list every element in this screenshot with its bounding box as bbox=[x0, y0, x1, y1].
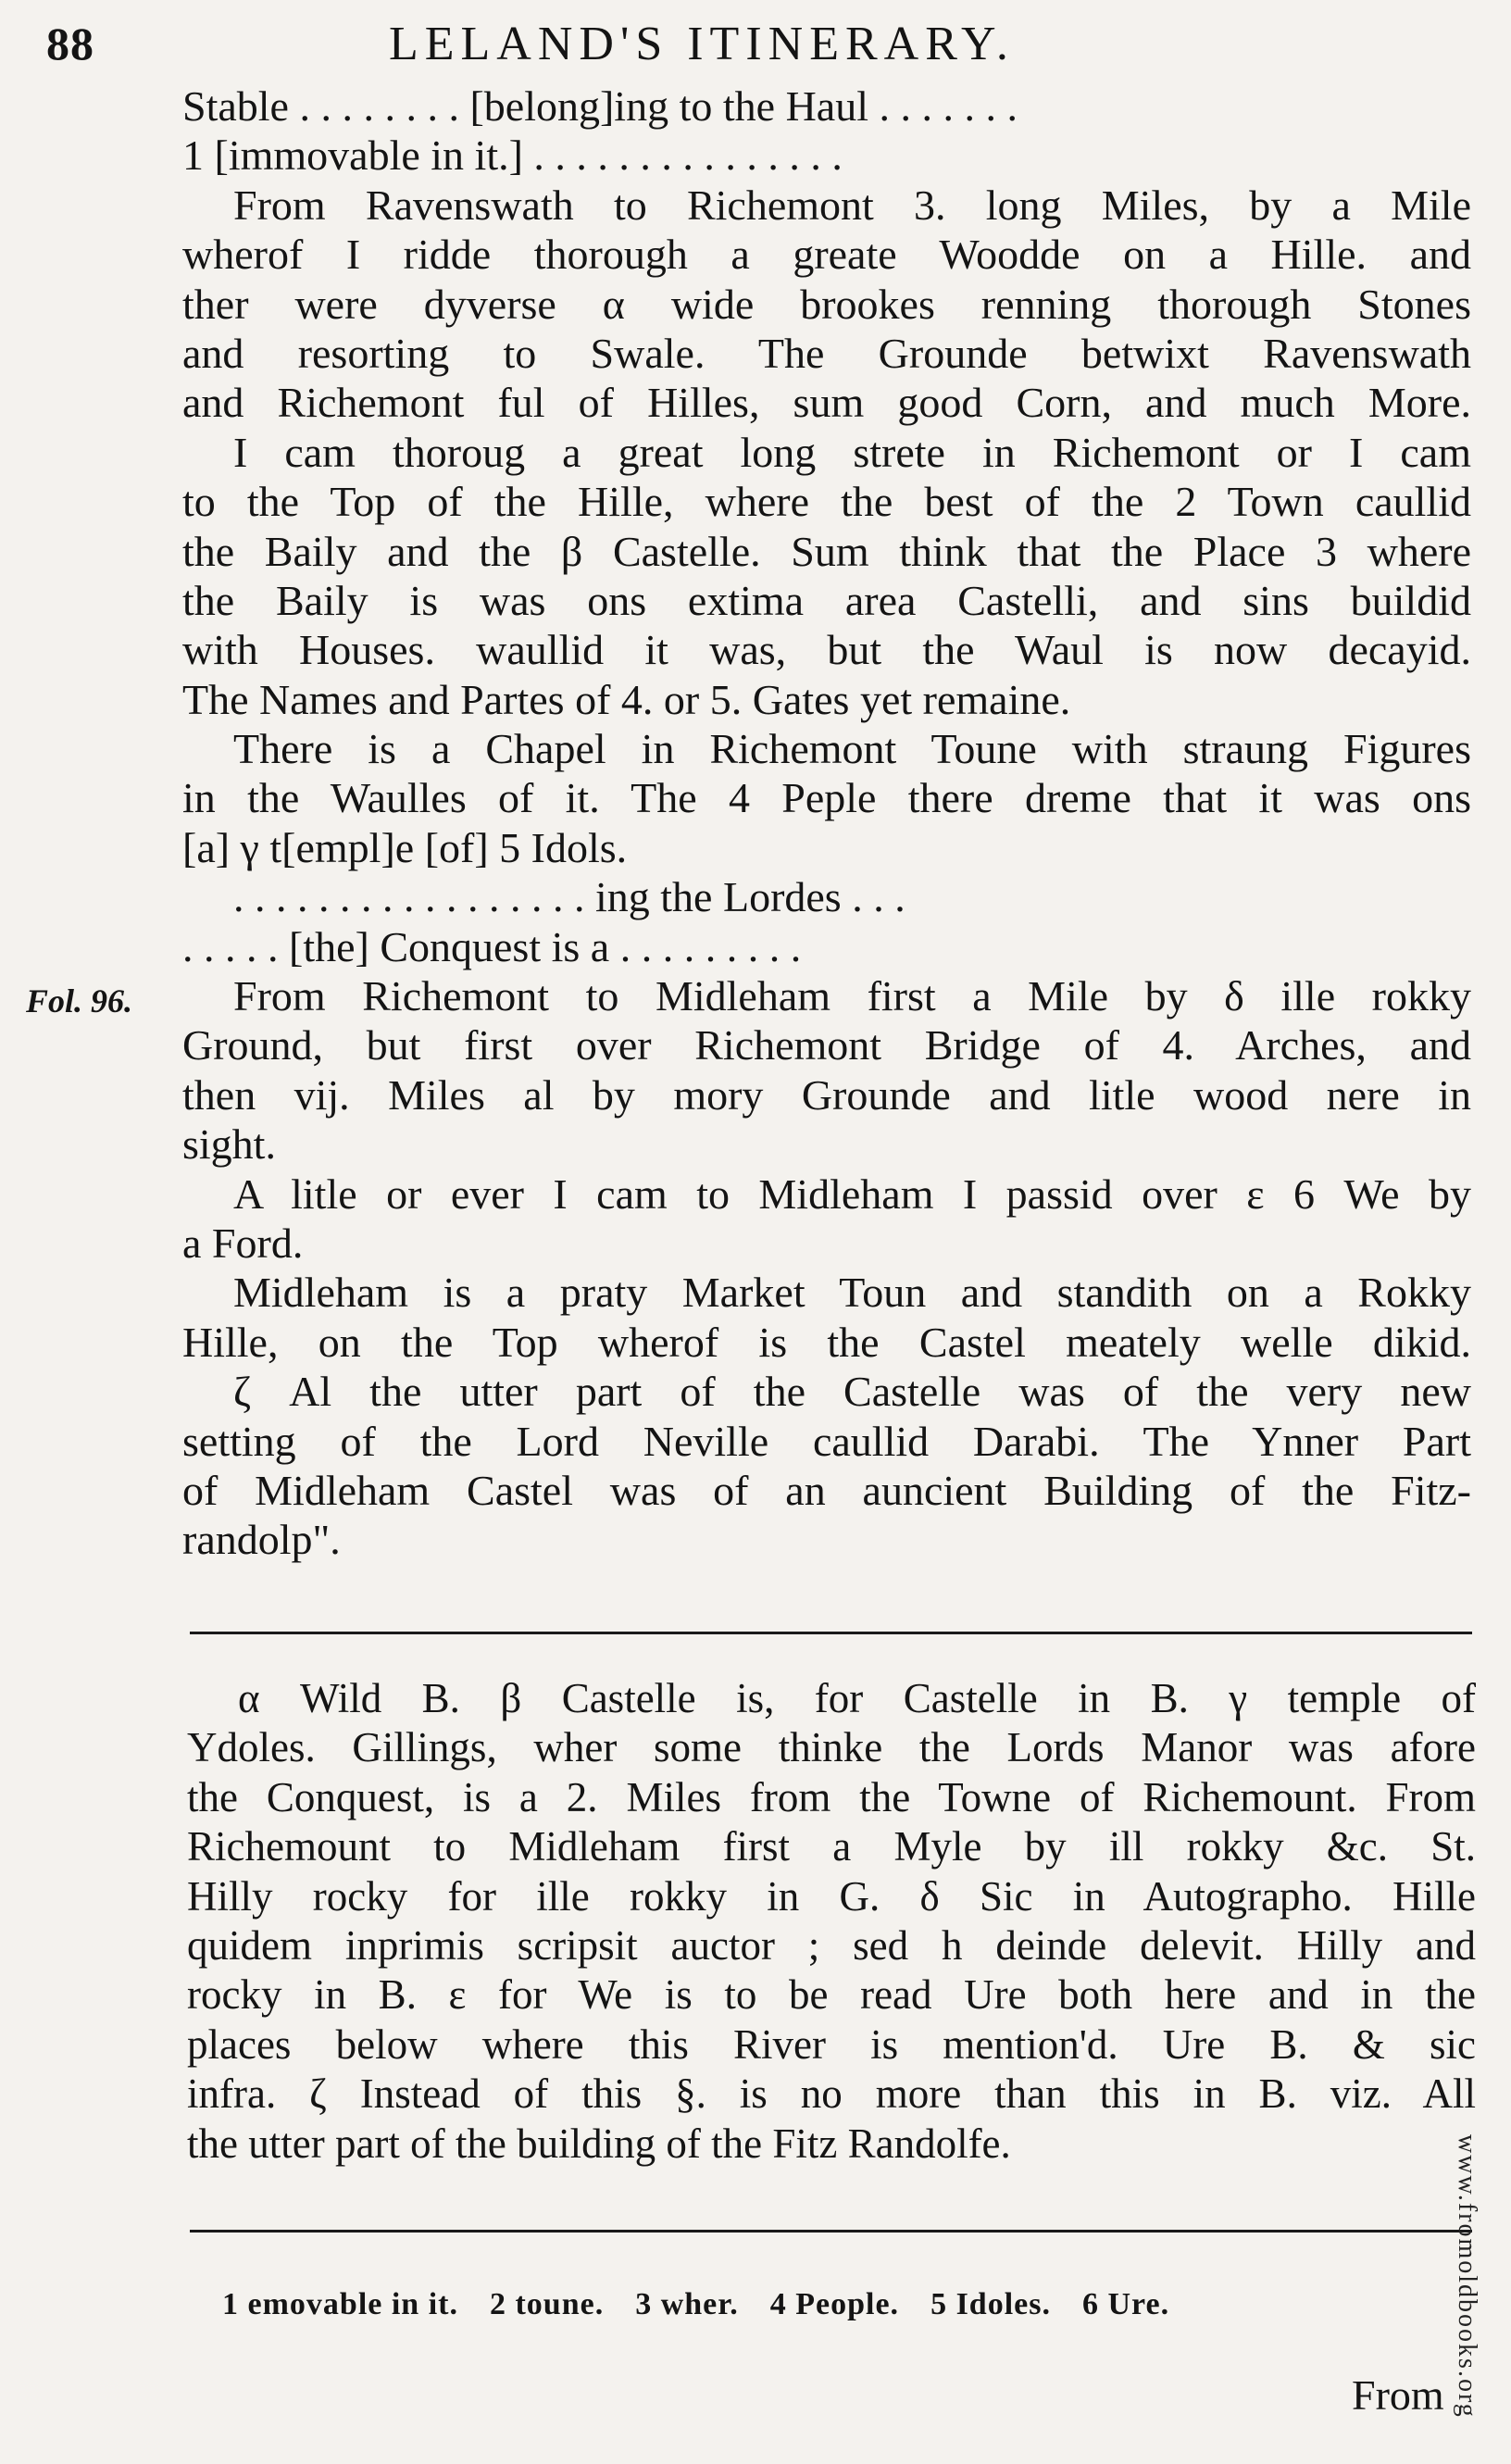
footnote: 1 emovable in it. bbox=[222, 2287, 458, 2321]
text-line: There is a Chapel in Richemont Toune with straung Figures bbox=[233, 725, 1471, 773]
text-line: A litle or ever I cam to Midleham I passid over ε 6 We by bbox=[233, 1169, 1471, 1218]
divider-rule bbox=[190, 1632, 1472, 1634]
text-line: ζ Al the utter part of the Castelle was of the very new bbox=[233, 1368, 1471, 1416]
text-line: [a] γ t[empl]e [of] 5 Idols. bbox=[182, 823, 628, 871]
note-line: Richemount to Midleham first a Myle by ill rokky &c. St. bbox=[187, 1823, 1476, 1870]
footnote: 4 People. bbox=[769, 2287, 900, 2321]
text-line: of Midleham Castel was of an auncient Building of the Fitz- bbox=[182, 1466, 1471, 1514]
text-line: Ground, but first over Richemont Bridge of 4. Arches, and bbox=[182, 1021, 1471, 1069]
text-line: Midleham is a praty Market Toun and standith on a Rokky bbox=[233, 1269, 1471, 1317]
footnote: 5 Idoles. bbox=[930, 2287, 1051, 2321]
note-line: Ydoles. Gillings, wher some thinke the Lords Manor was afore bbox=[187, 1724, 1476, 1771]
text-line: and resorting to Swale. The Grounde betwixt Ravenswath bbox=[182, 329, 1471, 377]
text-line: I cam thoroug a great long strete in Richemont or I cam bbox=[233, 428, 1471, 476]
text-line: then vij. Miles al by mory Grounde and litle wood nere in bbox=[182, 1070, 1471, 1119]
text-line: the Baily is was ons extima area Castelli, and sins buildid bbox=[182, 576, 1471, 624]
note-line: the Conquest, is a 2. Miles from the Towne of Richemount. From bbox=[187, 1773, 1476, 1820]
footnote: 3 wher. bbox=[635, 2287, 739, 2321]
text-line: ther were dyverse α wide brookes renning thorough Stones bbox=[182, 280, 1471, 328]
note-line: rocky in B. ε for We is to be read Ure both here and in the bbox=[187, 1971, 1476, 2019]
text-line: . . . . . . . . . . . . . . . . . ing the Lordes . . . bbox=[233, 873, 905, 921]
text-line: a Ford. bbox=[182, 1219, 304, 1267]
note-line: α Wild B. β Castelle is, for Castelle in B. γ temple of bbox=[238, 1675, 1476, 1721]
margin-folio-note: Fol. 96. bbox=[26, 982, 133, 1019]
text-line: Stable . . . . . . . . [belong]ing to the Haul . . . . . . . bbox=[182, 82, 1018, 130]
running-head: LELAND'S ITINERARY. bbox=[389, 18, 1015, 70]
text-line: From Ravenswath to Richemont 3. long Miles, by a Mile bbox=[233, 181, 1471, 229]
divider-rule bbox=[190, 2230, 1472, 2233]
text-line: Hille, on the Top wherof is the Castel meately welle dikid. bbox=[182, 1318, 1471, 1366]
note-line: places below where this River is mention'd. Ure B. & sic bbox=[187, 2020, 1476, 2068]
catchword: From bbox=[1352, 2371, 1444, 2419]
text-line: to the Top of the Hille, where the best of the 2 Town caullid bbox=[182, 478, 1471, 526]
text-line: wherof I ridde thorough a greate Woodde on a Hille. and bbox=[182, 231, 1471, 279]
main-text bbox=[182, 81, 1471, 1565]
footnote: 2 toune. bbox=[489, 2287, 605, 2321]
page-number: 88 bbox=[46, 18, 94, 69]
text-line: with Houses. waullid it was, but the Waul is now decayid. bbox=[182, 626, 1471, 674]
text-line: 1 [immovable in it.] . . . . . . . . . . . . . . . bbox=[182, 131, 843, 180]
note-line: quidem inprimis scripsit auctor ; sed h deinde delevit. Hilly and bbox=[187, 1921, 1476, 1969]
footnote: 6 Ure. bbox=[1081, 2287, 1170, 2321]
editorial-notes bbox=[187, 1674, 1476, 2169]
note-line: Hilly rocky for ille rokky in G. δ Sic in Autographo. Hille bbox=[187, 1872, 1476, 1920]
text-line: setting of the Lord Neville caullid Darabi. The Ynner Part bbox=[182, 1417, 1471, 1465]
note-line: the utter part of the building of the Fitz Randolfe. bbox=[187, 2120, 1011, 2167]
note-line: infra. ζ Instead of this §. is no more than this in B. viz. All bbox=[187, 2070, 1476, 2118]
text-line: in the Waulles of it. The 4 Peple there dreme that it was ons bbox=[182, 774, 1471, 822]
text-line: sight. bbox=[182, 1120, 276, 1169]
text-line: and Richemont ful of Hilles, sum good Corn, and much More. bbox=[182, 379, 1471, 427]
text-line: The Names and Partes of 4. or 5. Gates yet remaine. bbox=[182, 675, 1071, 723]
text-line: From Richemont to Midleham first a Mile by δ ille rokky bbox=[233, 972, 1471, 1020]
text-line: . . . . . [the] Conquest is a . . . . . . . . . bbox=[182, 922, 802, 970]
footnotes bbox=[222, 2287, 1426, 2322]
watermark: www.fromoldbooks.org bbox=[1453, 2134, 1481, 2419]
text-line: the Baily and the β Castelle. Sum think that the Place 3 where bbox=[182, 527, 1471, 575]
text-line: randolp". bbox=[182, 1516, 341, 1564]
